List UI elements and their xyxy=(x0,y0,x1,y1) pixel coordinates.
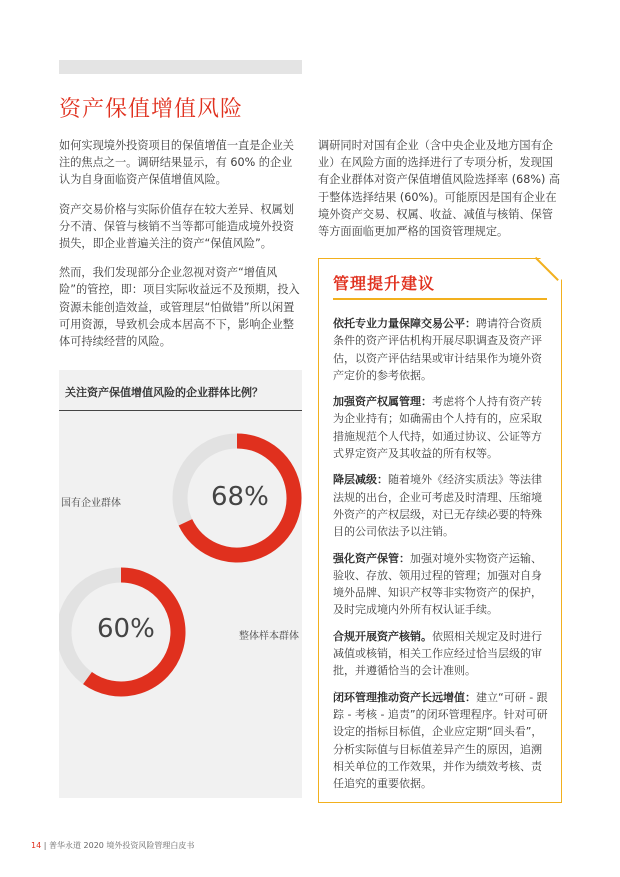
advice-item-body: 依照相关规定及时进行减值或核销，相关工作应经过恰当层级的审批，并遵循恰当的会计准则。 xyxy=(333,629,542,678)
paragraph: 然而，我们发现部分企业忽视对资产“增值风险”的管控，即：项目实际收益远不及预期，投入资源未能创造效益，或管理层“怕做错”所以闲置可用资源，导致机会成本居高不下，影响企业整体可持续经营的风险。 xyxy=(59,266,300,349)
left-column xyxy=(59,137,303,362)
value-label-soe: 68% xyxy=(211,482,269,512)
paragraph: 如何实现境外投资项目的保值增值一直是企业关注的焦点之一。调研结果显示，有 60% 的企业认为自身面临资产保值增值风险。 xyxy=(59,139,294,187)
advice-box xyxy=(318,258,562,803)
advice-item-head: 加强资产权属管理： xyxy=(333,395,432,409)
advice-item-body: 加强对境外实物资产运输、验收、存放、领用过程的管理；加强对自身境外品牌、知识产权等非实物资产的保护，及时完成境内外所有权认证手续。 xyxy=(333,551,542,617)
advice-item xyxy=(333,550,549,619)
legend-label-soe: 国有企业群体 xyxy=(61,498,121,509)
advice-list xyxy=(333,315,549,801)
advice-item xyxy=(333,471,549,540)
chart-title: 关注资产保值增值风险的企业群体比例？ xyxy=(65,386,263,399)
page-number: 14 xyxy=(31,841,42,850)
legend-label-all: 整体样本群体 xyxy=(239,631,299,642)
publication-name: 普华永道 2020 境外投资风险管理白皮书 xyxy=(48,841,195,850)
advice-item-body: 建立“可研 - 跟踪 - 考核 - 追责”的闭环管理程序。针对可研设定的指标目标值，企业应定期“回头看”，分析实际值与目标值差异产生的原因，追溯相关单位的工作效果，并作为绩效考核、责任追究的重要依据。 xyxy=(333,690,548,791)
value-label-all: 60% xyxy=(97,614,155,644)
advice-item-head: 闭环管理推动资产长远增值： xyxy=(333,690,476,704)
paragraph: 资产交易价格与实际价值存在较大差异、权属划分不清、保管与核销不当等都可能造成境外投资损失，即企业普遍关注的资产“保值风险”。 xyxy=(59,202,294,251)
advice-item-body: 聘请符合资质条件的资产评估机构开展尽职调查及资产评估，以资产评估结果或审计结果作为境外资产定价的参考依据。 xyxy=(333,317,542,382)
advice-item xyxy=(333,393,549,462)
folded-corner xyxy=(540,258,562,280)
advice-item xyxy=(333,689,549,793)
header-bar xyxy=(59,60,302,74)
advice-item xyxy=(333,315,549,384)
advice-item-head: 合规开展资产核销。 xyxy=(333,629,432,643)
footer-separator: | xyxy=(43,841,47,850)
right-column xyxy=(318,137,563,252)
donut-chart xyxy=(59,370,302,798)
page-footer xyxy=(31,840,194,851)
advice-item xyxy=(333,628,549,680)
advice-item-body: 随着境外《经济实质法》等法律法规的出台，企业可考虑及时清理、压缩境外资产的产权层级，对已无存续必要的特殊目的公司依法予以注销。 xyxy=(333,473,542,539)
advice-item-body: 考虑将个人持有资产转为企业持有；如确需由个人持有的，应采取措施规范个人代持，如通过协议、公证等方式界定资产及其收益的所有权等。 xyxy=(333,395,542,461)
advice-title-rule xyxy=(333,298,547,300)
paragraph: 调研同时对国有企业（含中央企业及地方国有企业）在风险方面的选择进行了专项分析，发现国有企业群体对资产保值增值风险选择率 (68%) 高于整体选择结果 (60%)。可能原因是国有企业在境外资产交易、权属、收益、减值与核销、保管等方面面临更加严格的国资管理规定。 xyxy=(318,139,561,239)
advice-title: 管理提升建议 xyxy=(333,274,436,293)
advice-item-head: 依托专业力量保障交易公平： xyxy=(333,317,476,330)
advice-item-head: 强化资产保管： xyxy=(333,551,410,565)
donut-chart-panel xyxy=(59,370,302,798)
page-title: 资产保值增值风险 xyxy=(59,97,244,122)
advice-item-head: 降层减级： xyxy=(333,473,388,487)
